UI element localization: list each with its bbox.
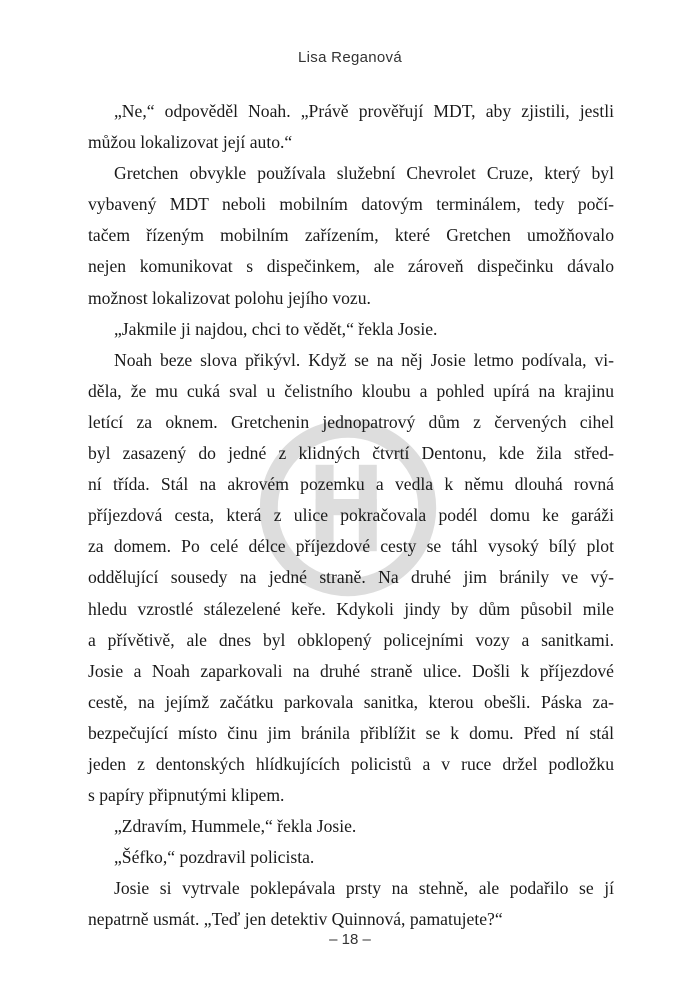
text-line: byl zasazený do jedné z klidných čtvrtí Dentonu, kde žila střed-: [88, 443, 614, 464]
page-number: – 18 –: [329, 931, 371, 948]
paragraph: [88, 158, 614, 313]
text-line: „Ne,“ odpověděl Noah. „Právě prověřují MDT, aby zjistili, jestli: [114, 101, 614, 121]
text-line: možnost lokalizovat polohu jejího vozu.: [88, 287, 371, 308]
body-text: [88, 96, 614, 936]
text-line: Noah beze slova přikývl. Když se na něj Josie letmo podívala, vi-: [114, 349, 614, 370]
text-line: „Šéfko,“ pozdravil policista.: [114, 847, 315, 868]
text-line: hledu vzrostlé stálezelené keře. Kdykoli jindy by dům působil mile: [88, 598, 614, 619]
text-line: jeden z dentonských hlídkujících policistů a v ruce držel podložku: [88, 753, 614, 774]
paragraph: [88, 842, 614, 873]
text-line: oddělující sousedy na jedné straně. Na druhé jim bránily ve vý-: [88, 567, 614, 588]
text-line: s papíry připnutými klipem.: [88, 785, 285, 806]
text-line: „Zdravím, Hummele,“ řekla Josie.: [114, 816, 357, 837]
text-line: za domem. Po celé délce příjezdové cesty se táhl vysoký bílý plot: [88, 536, 614, 557]
text-line: Josie si vytrvale poklepávala prsty na stehně, ale podařilo se jí: [114, 878, 614, 899]
text-line: letící za oknem. Gretchenin jednopatrový dům z červených cihel: [88, 411, 614, 432]
text-line: Josie a Noah zaparkovali na druhé straně ulice. Došli k příjezdové: [88, 660, 614, 681]
paragraph: [88, 811, 614, 842]
text-line: děla, že mu cuká sval u čelistního kloubu a pohled upírá na krajinu: [88, 380, 614, 401]
text-line: tačem řízeným mobilním zařízením, které Gretchen umožňovalo: [88, 225, 614, 246]
text-line: „Jakmile ji najdou, chci to vědět,“ řekla Josie.: [114, 318, 438, 339]
paragraph: [88, 96, 614, 158]
text-line: můžou lokalizovat její auto.“: [88, 132, 293, 153]
paragraph: [88, 314, 614, 345]
paragraph: [88, 345, 614, 811]
text-line: cestě, na jejímž začátku parkovala sanitka, kterou obešli. Páska za-: [88, 691, 614, 712]
text-line: a přívětivě, ale dnes byl obklopený policejními vozy a sanitkami.: [88, 629, 614, 650]
paragraph: [88, 873, 614, 935]
text-line: bezpečující místo činu jim bránila přiblížit se k domu. Před ní stál: [88, 722, 614, 743]
text-line: nepatrně usmát. „Teď jen detektiv Quinnová, pamatujete?“: [88, 909, 503, 930]
text-line: Gretchen obvykle používala služební Chevrolet Cruze, který byl: [114, 163, 614, 184]
text-line: vybavený MDT neboli mobilním datovým terminálem, tedy počí-: [88, 194, 614, 215]
text-line: příjezdová cesta, která z ulice pokračovala podél domu ke garáži: [88, 505, 614, 526]
text-line: nejen komunikovat s dispečinkem, ale zároveň dispečinku dávalo: [88, 256, 614, 277]
text-line: ní třída. Stál na akrovém pozemku a vedla k němu dlouhá rovná: [88, 474, 614, 495]
running-head: Lisa Reganová: [298, 49, 402, 66]
